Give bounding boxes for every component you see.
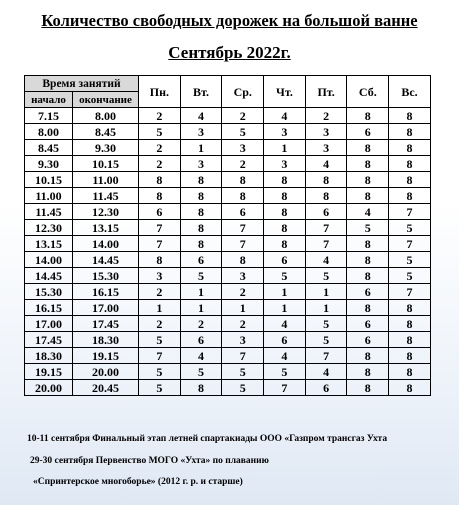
day-header-thu: Чт. (264, 76, 306, 108)
lane-count-cell: 2 (180, 316, 222, 332)
table-row (25, 284, 431, 300)
table-row (25, 204, 431, 220)
lane-count-cell: 6 (180, 252, 222, 268)
lane-count-cell: 5 (305, 332, 347, 348)
lane-count-cell: 6 (222, 204, 264, 220)
day-header-sun: Вс. (389, 76, 431, 108)
lane-count-cell: 3 (180, 156, 222, 172)
end-time-cell: 14.45 (73, 252, 139, 268)
lane-count-cell: 8 (389, 108, 431, 124)
lane-count-cell: 8 (347, 380, 389, 396)
lane-count-cell: 5 (222, 124, 264, 140)
lane-count-cell: 8 (264, 220, 306, 236)
lane-count-cell: 1 (180, 300, 222, 316)
start-time-cell: 17.45 (25, 332, 73, 348)
lane-count-cell: 1 (222, 300, 264, 316)
lane-count-cell: 2 (222, 284, 264, 300)
start-time-cell: 18.30 (25, 348, 73, 364)
start-time-cell: 9.30 (25, 156, 73, 172)
lane-count-cell: 8 (347, 140, 389, 156)
end-time-cell: 8.45 (73, 124, 139, 140)
end-time-cell: 17.00 (73, 300, 139, 316)
lane-count-cell: 8 (180, 172, 222, 188)
end-time-cell: 12.30 (73, 204, 139, 220)
lane-count-cell: 3 (305, 124, 347, 140)
lane-count-cell: 8 (347, 348, 389, 364)
lane-count-cell: 8 (264, 204, 306, 220)
lane-count-cell: 1 (264, 140, 306, 156)
lane-count-cell: 8 (347, 364, 389, 380)
lane-count-cell: 7 (222, 348, 264, 364)
lane-count-cell: 8 (389, 172, 431, 188)
lane-count-cell: 2 (222, 108, 264, 124)
lane-count-cell: 4 (180, 108, 222, 124)
lane-count-cell: 4 (264, 316, 306, 332)
lane-count-cell: 6 (305, 380, 347, 396)
start-time-cell: 8.45 (25, 140, 73, 156)
lane-count-cell: 2 (139, 316, 181, 332)
table-row (25, 380, 431, 396)
lane-count-cell: 5 (389, 220, 431, 236)
lane-count-cell: 7 (139, 220, 181, 236)
lane-count-cell: 2 (222, 316, 264, 332)
end-time-cell: 15.30 (73, 268, 139, 284)
lane-count-cell: 7 (389, 236, 431, 252)
lane-count-cell: 5 (139, 364, 181, 380)
lane-count-cell: 5 (222, 380, 264, 396)
table-row (25, 364, 431, 380)
lane-count-cell: 4 (347, 204, 389, 220)
lane-count-cell: 7 (222, 236, 264, 252)
table-row (25, 348, 431, 364)
lane-count-cell: 3 (139, 268, 181, 284)
lane-count-cell: 8 (389, 300, 431, 316)
day-header-fri: Пт. (305, 76, 347, 108)
table-row (25, 188, 431, 204)
table-row (25, 124, 431, 140)
end-time-cell: 20.45 (73, 380, 139, 396)
lane-count-cell: 8 (222, 252, 264, 268)
lane-count-cell: 3 (305, 140, 347, 156)
lane-count-cell: 8 (264, 188, 306, 204)
lane-count-cell: 8 (305, 172, 347, 188)
table-row (25, 332, 431, 348)
lane-count-cell: 6 (347, 124, 389, 140)
lane-count-cell: 7 (389, 204, 431, 220)
lane-count-cell: 8 (347, 172, 389, 188)
table-row (25, 268, 431, 284)
lane-count-cell: 8 (139, 188, 181, 204)
start-time-cell: 11.00 (25, 188, 73, 204)
lane-count-cell: 3 (222, 332, 264, 348)
start-time-header: начало (25, 92, 73, 108)
lane-count-cell: 3 (222, 140, 264, 156)
lane-count-cell: 4 (264, 108, 306, 124)
lane-count-cell: 8 (180, 204, 222, 220)
lane-count-cell: 6 (264, 252, 306, 268)
lane-count-cell: 7 (139, 348, 181, 364)
lane-count-cell: 8 (139, 252, 181, 268)
table-row (25, 140, 431, 156)
end-time-cell: 8.00 (73, 108, 139, 124)
lane-count-cell: 8 (389, 364, 431, 380)
table-row (25, 156, 431, 172)
lane-count-cell: 5 (305, 316, 347, 332)
lane-count-cell: 5 (139, 380, 181, 396)
end-time-cell: 10.15 (73, 156, 139, 172)
table-row (25, 220, 431, 236)
end-time-cell: 20.00 (73, 364, 139, 380)
start-time-cell: 11.45 (25, 204, 73, 220)
lane-count-cell: 6 (139, 204, 181, 220)
lane-count-cell: 6 (264, 332, 306, 348)
lane-count-cell: 8 (347, 236, 389, 252)
lane-count-cell: 2 (139, 156, 181, 172)
lane-count-cell: 7 (264, 380, 306, 396)
lane-count-cell: 8 (389, 380, 431, 396)
lane-count-cell: 8 (222, 188, 264, 204)
lane-count-cell: 1 (180, 140, 222, 156)
note-event-1: 10-11 сентября Финальный этап летней спартакиады ООО «Газпром трансгаз Ухта (27, 434, 388, 444)
lane-count-cell: 7 (305, 220, 347, 236)
end-time-cell: 13.15 (73, 220, 139, 236)
start-time-cell: 16.15 (25, 300, 73, 316)
start-time-cell: 12.30 (25, 220, 73, 236)
end-time-cell: 11.00 (73, 172, 139, 188)
start-time-cell: 17.00 (25, 316, 73, 332)
lane-count-cell: 8 (347, 268, 389, 284)
lane-count-cell: 4 (305, 252, 347, 268)
table-header-row (25, 76, 431, 92)
end-time-cell: 14.00 (73, 236, 139, 252)
lane-count-cell: 8 (347, 108, 389, 124)
end-time-header: окончание (73, 92, 139, 108)
lane-count-cell: 8 (180, 220, 222, 236)
start-time-cell: 15.30 (25, 284, 73, 300)
lane-count-cell: 5 (222, 364, 264, 380)
lane-count-cell: 8 (347, 300, 389, 316)
start-time-cell: 14.45 (25, 268, 73, 284)
lane-count-cell: 1 (305, 284, 347, 300)
lane-count-cell: 5 (264, 364, 306, 380)
lane-count-cell: 3 (222, 268, 264, 284)
lane-count-cell: 1 (180, 284, 222, 300)
lane-count-cell: 1 (305, 300, 347, 316)
lane-count-cell: 7 (389, 284, 431, 300)
lane-count-cell: 8 (347, 156, 389, 172)
table-row (25, 300, 431, 316)
lane-count-cell: 4 (305, 364, 347, 380)
lane-count-cell: 4 (305, 156, 347, 172)
lane-count-cell: 8 (139, 172, 181, 188)
lane-count-cell: 6 (347, 284, 389, 300)
table-row (25, 252, 431, 268)
lane-count-cell: 8 (264, 172, 306, 188)
lane-count-cell: 5 (347, 220, 389, 236)
lane-count-cell: 8 (389, 316, 431, 332)
day-header-sat: Сб. (347, 76, 389, 108)
lane-count-cell: 7 (305, 236, 347, 252)
lane-count-cell: 8 (389, 140, 431, 156)
end-time-cell: 11.45 (73, 188, 139, 204)
lane-count-cell: 5 (264, 268, 306, 284)
note-event-3: «Спринтерское многоборье» (2012 г. р. и старше) (33, 477, 243, 487)
lane-count-cell: 2 (139, 108, 181, 124)
end-time-cell: 16.15 (73, 284, 139, 300)
end-time-cell: 9.30 (73, 140, 139, 156)
day-header-tue: Вт. (180, 76, 222, 108)
lane-count-cell: 8 (222, 172, 264, 188)
lane-count-cell: 5 (139, 332, 181, 348)
lane-count-cell: 5 (305, 268, 347, 284)
lane-count-cell: 5 (180, 268, 222, 284)
lane-count-cell: 3 (264, 124, 306, 140)
lane-count-cell: 5 (389, 268, 431, 284)
start-time-cell: 20.00 (25, 380, 73, 396)
start-time-cell: 10.15 (25, 172, 73, 188)
lane-count-cell: 5 (139, 124, 181, 140)
table-body (25, 108, 431, 396)
lane-count-cell: 8 (389, 348, 431, 364)
lane-count-cell: 6 (347, 316, 389, 332)
table-row (25, 108, 431, 124)
lane-count-cell: 3 (264, 156, 306, 172)
start-time-cell: 7.15 (25, 108, 73, 124)
month-subtitle: Сентябрь 2022г. (168, 43, 291, 62)
lane-count-cell: 7 (222, 220, 264, 236)
lane-count-cell: 8 (389, 332, 431, 348)
lane-count-cell: 8 (389, 188, 431, 204)
lane-count-cell: 6 (305, 204, 347, 220)
page-title: Количество свободных дорожек на большой ванне (41, 11, 418, 30)
note-event-2: 29-30 сентября Первенство МОГО «Ухта» по плаванию (30, 456, 269, 466)
lane-count-cell: 8 (180, 188, 222, 204)
lane-count-cell: 8 (180, 236, 222, 252)
lane-count-cell: 8 (389, 156, 431, 172)
end-time-cell: 19.15 (73, 348, 139, 364)
lane-count-cell: 8 (305, 188, 347, 204)
table-row (25, 236, 431, 252)
lane-count-cell: 2 (139, 140, 181, 156)
start-time-cell: 14.00 (25, 252, 73, 268)
lane-count-cell: 8 (180, 380, 222, 396)
lane-count-cell: 2 (139, 284, 181, 300)
day-header-mon: Пн. (139, 76, 181, 108)
lane-count-cell: 2 (305, 108, 347, 124)
lane-count-cell: 8 (347, 188, 389, 204)
lane-count-cell: 4 (264, 348, 306, 364)
lane-count-cell: 5 (389, 252, 431, 268)
lane-count-cell: 6 (347, 332, 389, 348)
table-row (25, 316, 431, 332)
time-group-header: Время занятий (25, 76, 139, 92)
lane-count-cell: 8 (389, 124, 431, 140)
lane-count-cell: 1 (139, 300, 181, 316)
end-time-cell: 17.45 (73, 316, 139, 332)
start-time-cell: 13.15 (25, 236, 73, 252)
lane-count-cell: 8 (264, 236, 306, 252)
start-time-cell: 8.00 (25, 124, 73, 140)
lane-count-cell: 4 (180, 348, 222, 364)
lane-count-cell: 7 (305, 348, 347, 364)
lane-count-cell: 1 (264, 284, 306, 300)
lane-count-cell: 2 (222, 156, 264, 172)
table-row (25, 172, 431, 188)
end-time-cell: 18.30 (73, 332, 139, 348)
lane-count-cell: 3 (180, 124, 222, 140)
lane-count-cell: 7 (139, 236, 181, 252)
lane-count-cell: 8 (347, 252, 389, 268)
day-header-wed: Ср. (222, 76, 264, 108)
lane-count-cell: 6 (180, 332, 222, 348)
lane-count-cell: 5 (180, 364, 222, 380)
lane-count-cell: 1 (264, 300, 306, 316)
start-time-cell: 19.15 (25, 364, 73, 380)
lanes-table (24, 75, 431, 396)
